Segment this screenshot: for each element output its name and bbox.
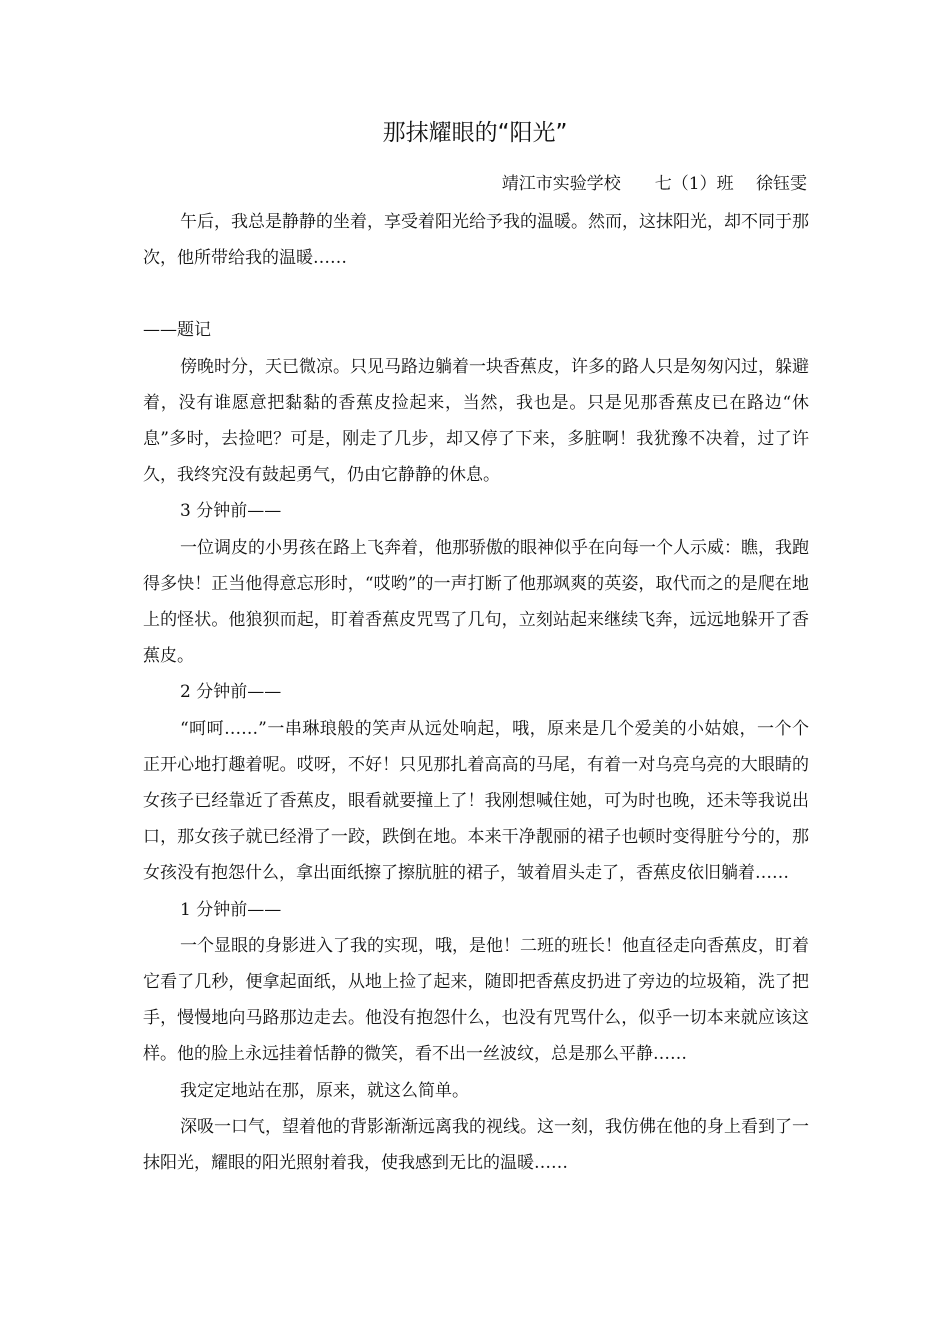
epigraph-paragraph: 午后，我总是静静的坐着，享受着阳光给予我的温暖。然而，这抹阳光，却不同于那次，他所带给我的温暖…… <box>143 212 809 269</box>
body-paragraph: 一个显眼的身影进入了我的实现，哦，是他！二班的班长！他直径走向香蕉皮，盯着它看了几秒，便拿起面纸，从地上捡了起来，随即把香蕉皮扔进了旁边的垃圾箱，洗了把手，慢慢地向马路那边走去。他没有抱怨什么，也没有咒骂什么，似乎一切本来就应该这样。他的脸上永远挂着恬静的微笑，看不出一丝波纹，总是那么平静…… <box>143 935 809 1065</box>
author-byline: 靖江市实验学校 七（1）班 徐钰雯 <box>501 174 807 194</box>
section-heading-3min: 3 分钟前—— <box>180 501 282 522</box>
body-paragraph: 一位调皮的小男孩在路上飞奔着，他那骄傲的眼神似乎在向每一个人示威：瞧，我跑得多快！正当他得意忘形时，“哎哟”的一声打断了他那飒爽的英姿，取代而之的是爬在地上的怪状。他狼狈而起，盯着香蕉皮咒骂了几句，立刻站起来继续飞奔，远远地躲开了香蕉皮。 <box>143 537 809 667</box>
document-title: 那抹耀眼的“阳光” <box>382 120 568 146</box>
body-paragraph: 我定定地站在那，原来，就这么简单。 <box>180 1080 469 1101</box>
section-heading-1min: 1 分钟前—— <box>180 899 282 920</box>
body-paragraph: 傍晚时分，天已微凉。只见马路边躺着一块香蕉皮，许多的路人只是匆匆闪过，躲避着，没有谁愿意把黏黏的香蕉皮捡起来，当然，我也是。只是见那香蕉皮已在路边“休息”多时，去捡吧？可是，刚走了几步，却又停了下来，多脏啊！我犹豫不决着，过了许久，我终究没有鼓起勇气，仍由它静静的休息。 <box>143 356 809 486</box>
epigraph-attribution: ——题记 <box>143 320 211 341</box>
closing-paragraph: 深吸一口气，望着他的背影渐渐远离我的视线。这一刻，我仿佛在他的身上看到了一抹阳光，耀眼的阳光照射着我，使我感到无比的温暖…… <box>143 1116 809 1174</box>
section-heading-2min: 2 分钟前—— <box>180 682 282 703</box>
body-paragraph: “呵呵……”一串琳琅般的笑声从远处响起，哦，原来是几个爱美的小姑娘，一个个正开心地打趣着呢。哎呀，不好！只见那扎着高高的马尾，有着一对乌亮乌亮的大眼睛的女孩子已经靠近了香蕉皮，眼看就要撞上了！我刚想喊住她，可为时也晚，还未等我说出口，那女孩子就已经滑了一跤，跌倒在地。本来干净靓丽的裙子也顿时变得脏兮兮的，那女孩没有抱怨什么，拿出面纸擦了擦肮脏的裙子，皱着眉头走了，香蕉皮依旧躺着…… <box>143 718 809 884</box>
document-body <box>143 204 809 1181</box>
